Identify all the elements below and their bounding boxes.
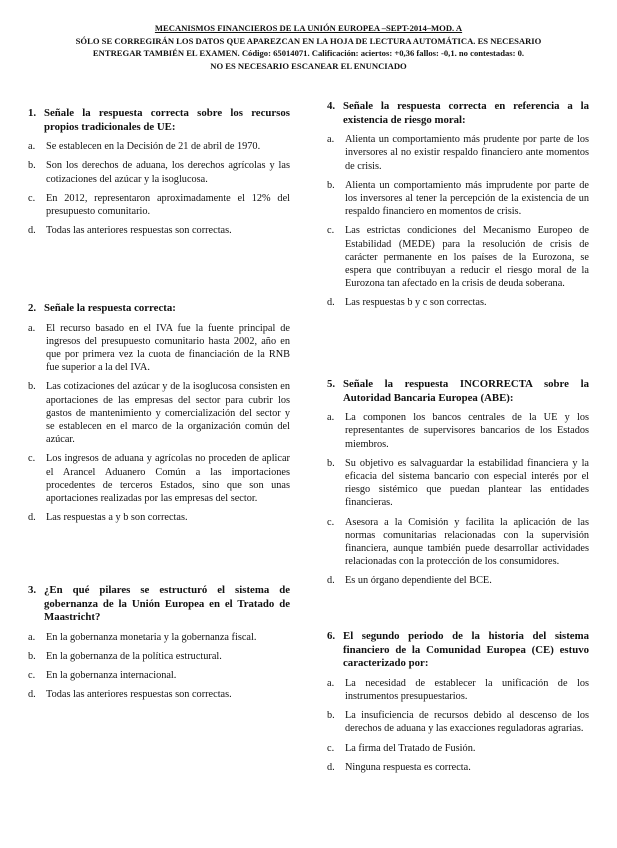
- option-letter: c.: [28, 453, 36, 465]
- option-text: En la gobernanza monetaria y la gobernanza fiscal.: [46, 631, 257, 643]
- option-text: Todas las anteriores respuestas son correctas.: [46, 225, 232, 237]
- question-number: 4.: [327, 100, 336, 112]
- option-text: Las estrictas condiciones del Mecanismo Europeo de Estabilidad (MEDE) para la resolución de crisis de carácter permanente en los países de la Eurozona, se espera que contribuyan a reducir el riesgo moral de la Eurozona tan afectado en la crisis de deuda soberana.: [345, 225, 589, 290]
- header-instructions-line-2: ENTREGAR TAMBIÉN EL EXAMEN. Código: 65014071. Calificación: aciertos: +0,36 fallos: -0,1. no contestadas: 0.: [92, 48, 525, 58]
- option-text: Alienta un comportamiento más prudente por parte de los inversores al no existir respaldo financiero ante momentos de crisis.: [345, 134, 589, 172]
- option-d[interactable]: [28, 224, 290, 237]
- option-text: La firma del Tratado de Fusión.: [345, 742, 476, 754]
- option-letter: d.: [327, 297, 335, 309]
- option-letter: a.: [28, 322, 36, 334]
- question-5: [327, 378, 589, 588]
- question-text: Señale la respuesta correcta sobre los recursos propios tradicionales de UE:: [44, 107, 290, 133]
- option-b[interactable]: [327, 179, 589, 219]
- question-2: [28, 302, 290, 524]
- option-text: En la gobernanza internacional.: [46, 670, 177, 682]
- option-text: Alienta un comportamiento más imprudente por parte de los inversores al tener la percepción de la existencia de un respaldo financiero en momentos de crisis.: [345, 179, 589, 218]
- option-letter: c.: [327, 742, 335, 754]
- option-b[interactable]: [327, 457, 589, 510]
- option-letter: a.: [327, 412, 335, 424]
- question-number: 3.: [28, 584, 37, 596]
- option-letter: c.: [28, 192, 36, 204]
- option-b[interactable]: [28, 159, 290, 185]
- option-letter: d.: [327, 575, 335, 587]
- option-text: La componen los bancos centrales de la UE y los representantes de supervisores bancarios de los Estados miembros.: [345, 412, 589, 450]
- question-text: Señale la respuesta INCORRECTA sobre la Autoridad Bancaria Europea (ABE):: [343, 378, 589, 404]
- option-letter: a.: [327, 134, 335, 146]
- option-text: Ninguna respuesta es correcta.: [345, 761, 471, 773]
- exam-title: MECANISMOS FINANCIEROS DE LA UNIÓN EUROPEA –SEPT-2014–MOD. A: [154, 23, 463, 33]
- option-text: Son los derechos de aduana, los derechos agrícolas y las cotizaciones del azúcar y la isoglucosa.: [46, 160, 290, 185]
- option-letter: b.: [28, 160, 36, 172]
- option-a[interactable]: [327, 411, 589, 451]
- option-letter: c.: [28, 670, 36, 682]
- option-text: Es un órgano dependiente del BCE.: [345, 575, 492, 587]
- option-a[interactable]: [28, 140, 290, 153]
- question-3: [28, 584, 290, 702]
- option-text: Se establecen en la Decisión de 21 de abril de 1970.: [46, 141, 261, 153]
- option-c[interactable]: [28, 669, 290, 682]
- option-letter: d.: [28, 225, 36, 237]
- question-4: [327, 100, 589, 310]
- question-number: 6.: [327, 630, 336, 642]
- option-letter: a.: [28, 631, 36, 643]
- option-letter: d.: [28, 689, 36, 701]
- option-c[interactable]: [327, 742, 589, 755]
- option-c[interactable]: [327, 516, 589, 569]
- option-a[interactable]: [28, 322, 290, 375]
- option-letter: a.: [327, 677, 335, 689]
- option-text: En la gobernanza de la política estructural.: [46, 650, 222, 662]
- option-d[interactable]: [327, 761, 589, 774]
- option-c[interactable]: [327, 224, 589, 290]
- question-text: ¿En qué pilares se estructuró el sistema de gobernanza de la Unión Europea en el Tratado de Maastricht?: [44, 584, 290, 624]
- question-number: 5.: [327, 378, 336, 390]
- option-b[interactable]: [327, 709, 589, 735]
- option-letter: b.: [327, 457, 335, 469]
- option-text: Los ingresos de aduana y agrícolas no proceden de aplicar el Arancel Aduanero Común a las importaciones procedentes de terceros Estados, sino que son unas aportaciones realizadas por las empresas del sector.: [46, 453, 290, 505]
- question-title: [327, 100, 589, 127]
- question-title: [327, 630, 589, 671]
- header-instructions-line-3: NO ES NECESARIO ESCANEAR EL ENUNCIADO: [210, 60, 407, 71]
- option-text: Asesora a la Comisión y facilita la aplicación de las normas comunitarias relacionadas con la supervisión financiera, aunque también puede desarrollar actividades relacionadas con la protección de los consumidores.: [345, 516, 589, 568]
- option-letter: d.: [28, 512, 36, 524]
- option-letter: b.: [28, 650, 36, 662]
- question-title: [28, 107, 290, 134]
- question-text: Señale la respuesta correcta:: [44, 302, 176, 314]
- option-d[interactable]: [327, 296, 589, 309]
- option-letter: a.: [28, 141, 36, 153]
- option-c[interactable]: [28, 452, 290, 505]
- option-a[interactable]: [327, 677, 589, 703]
- option-text: En 2012, representaron aproximadamente el 12% del presupuesto comunitario.: [46, 192, 290, 217]
- option-text: Las respuestas a y b son correctas.: [46, 512, 188, 524]
- exam-header: [20, 22, 597, 72]
- option-letter: b.: [327, 710, 335, 722]
- option-text: Las respuestas b y c son correctas.: [345, 297, 487, 309]
- option-text: Todas las anteriores respuestas son correctas.: [46, 689, 232, 701]
- question-title: [327, 378, 589, 405]
- option-a[interactable]: [28, 631, 290, 644]
- question-number: 1.: [28, 107, 37, 119]
- option-letter: c.: [327, 516, 335, 528]
- header-instructions-line-1: SÓLO SE CORREGIRÁN LOS DATOS QUE APAREZCAN EN LA HOJA DE LECTURA AUTOMÁTICA. ES NECESARIO: [75, 35, 542, 46]
- option-text: El recurso basado en el IVA fue la fuente principal de ingresos del presupuesto comunitario hasta 2002, año en que por primera vez la cuota de financiación de la RNB fue superior a la del IVA.: [46, 322, 290, 374]
- option-b[interactable]: [28, 650, 290, 663]
- option-text: La necesidad de establecer la unificación de los instrumentos presupuestarios.: [345, 677, 589, 702]
- option-letter: b.: [327, 179, 335, 191]
- option-text: La insuficiencia de recursos debido al descenso de los derechos de aduana y las exacciones reguladoras agrarias.: [345, 710, 589, 735]
- question-text: Señale la respuesta correcta en referencia a la existencia de riesgo moral:: [343, 100, 589, 126]
- question-6: [327, 630, 589, 774]
- option-text: Las cotizaciones del azúcar y de la isoglucosa consisten en aportaciones de las empresas del sector para cubrir los gastos de mantenimiento y comercialización del sector y se establecen en el marco de la organización común del azúcar.: [46, 381, 290, 446]
- option-d[interactable]: [327, 574, 589, 587]
- option-d[interactable]: [28, 688, 290, 701]
- option-d[interactable]: [28, 511, 290, 524]
- option-letter: d.: [327, 761, 335, 773]
- question-text: El segundo periodo de la historia del sistema financiero de la Comunidad Europea (CE) estuvo caracterizado por:: [343, 630, 589, 670]
- option-text: Su objetivo es salvaguardar la estabilidad financiera y la eficacia del sistema bancario con especial interés por el riesgo sistémico que puedan plantear las entidades financieras.: [345, 457, 589, 509]
- option-b[interactable]: [28, 380, 290, 446]
- option-c[interactable]: [28, 192, 290, 218]
- question-title: [28, 584, 290, 625]
- option-letter: b.: [28, 381, 36, 393]
- question-1: [28, 107, 290, 237]
- option-a[interactable]: [327, 133, 589, 173]
- question-number: 2.: [28, 302, 37, 314]
- option-letter: c.: [327, 225, 335, 237]
- question-title: [28, 302, 290, 316]
